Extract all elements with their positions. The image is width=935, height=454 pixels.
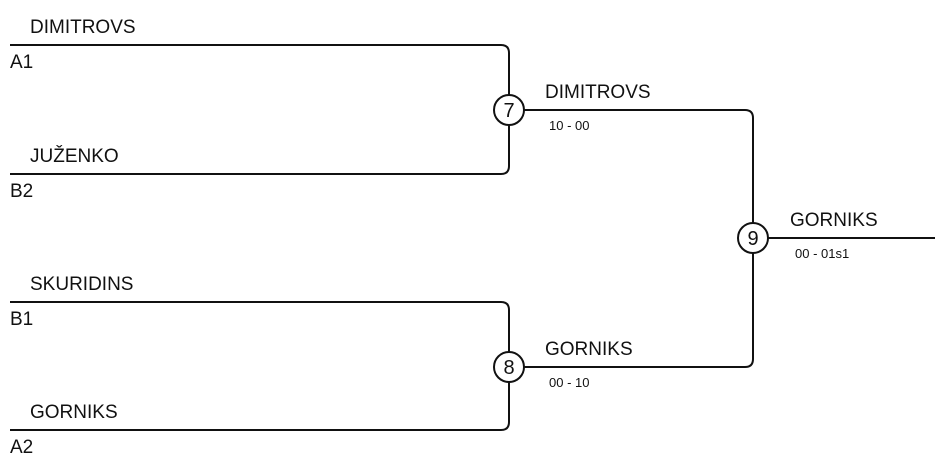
match-number: 9 [747, 228, 759, 250]
player-seed: A1 [10, 52, 34, 73]
match-node-7 [494, 95, 524, 125]
match-number: 8 [503, 357, 515, 379]
player-seed: B1 [10, 309, 34, 330]
match-score: 10 - 00 [549, 118, 590, 133]
player-seed: A2 [10, 437, 34, 454]
match-node-8 [494, 352, 524, 382]
bracket-line-skuridins [10, 302, 509, 352]
final-score: 00 - 01s1 [795, 246, 850, 261]
player-seed: B2 [10, 181, 34, 202]
player-name: JUŽENKO [30, 146, 119, 167]
champion-name: GORNIKS [790, 210, 878, 231]
match-number: 7 [503, 100, 515, 122]
match-winner-name: DIMITROVS [545, 82, 651, 103]
player-name: SKURIDINS [30, 274, 134, 295]
player-name: GORNIKS [30, 402, 118, 423]
match-node-9 [738, 223, 768, 253]
match-winner-name: GORNIKS [545, 339, 633, 360]
match-score: 00 - 10 [549, 375, 590, 390]
player-name: DIMITROVS [30, 17, 136, 38]
bracket-line-dimitrovs [10, 45, 509, 95]
